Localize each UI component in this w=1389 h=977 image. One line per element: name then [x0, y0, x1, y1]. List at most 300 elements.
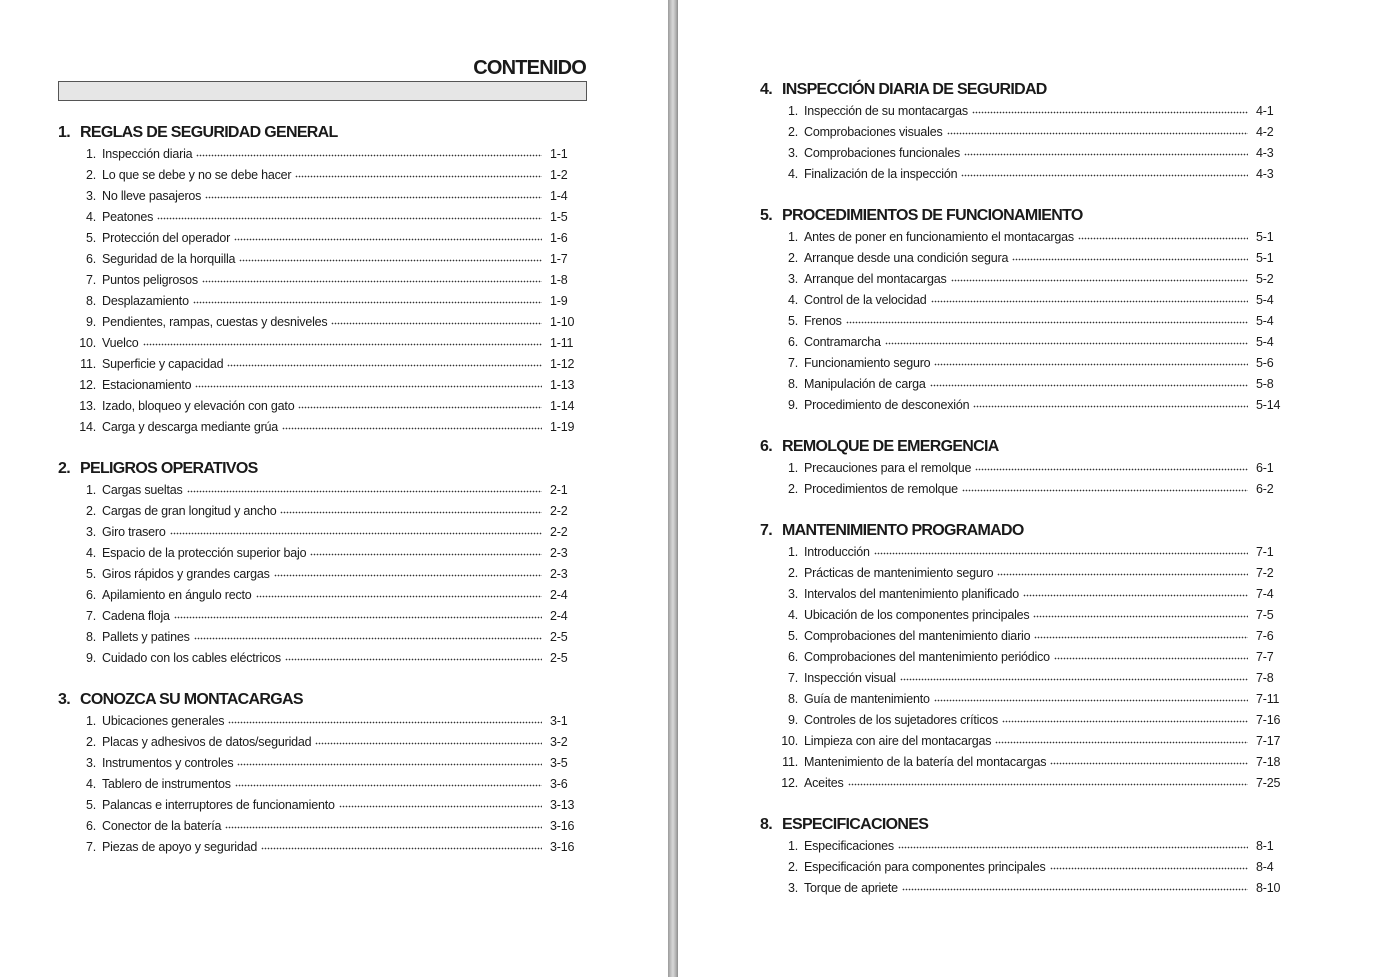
entry-page-number: 5-4: [1256, 293, 1274, 307]
entry-body: [102, 711, 546, 732]
entry-number: 10.: [781, 734, 798, 748]
toc-entry[interactable]: [58, 648, 580, 669]
entry-title: Izado, bloqueo y elevación con gato: [102, 399, 295, 413]
entry-page-number: 1-4: [550, 189, 568, 203]
dot-leader: [282, 419, 542, 431]
entry-title: Conector de la batería: [102, 819, 222, 833]
entry-list: [760, 458, 1286, 500]
entry-title: Cadena floja: [102, 609, 170, 623]
entry-page-number: 7-11: [1256, 692, 1280, 706]
dot-leader: [235, 776, 542, 788]
toc-entry[interactable]: [58, 354, 580, 375]
entry-number: 5.: [787, 314, 798, 328]
entry-number: 2.: [787, 482, 798, 496]
section-title: ESPECIFICACIONES: [782, 816, 929, 833]
entry-page-number: 1-9: [550, 294, 568, 308]
entry-number: 7.: [85, 273, 96, 287]
entry-page-number: 2-2: [550, 525, 568, 539]
entry-number: 11.: [782, 755, 798, 769]
entry-title: No lleve pasajeros: [102, 189, 202, 203]
entry-title: Giros rápidos y grandes cargas: [102, 567, 270, 581]
entry-number: 4.: [85, 546, 96, 560]
entry-number: 12.: [79, 378, 96, 392]
entry-title: Protección del operador: [102, 231, 231, 245]
entry-number: 10.: [79, 336, 96, 350]
dot-leader: [997, 565, 1248, 577]
toc-entry[interactable]: [58, 417, 580, 438]
entry-page-number: 1-12: [550, 357, 575, 371]
entry-body: [804, 164, 1252, 185]
dot-leader: [846, 313, 1248, 325]
entry-body: [804, 101, 1252, 122]
toc-entry[interactable]: [58, 396, 580, 417]
toc-entry[interactable]: [58, 165, 580, 186]
entry-body: [102, 837, 546, 858]
dot-leader: [898, 838, 1248, 850]
toc-entry[interactable]: [58, 795, 580, 816]
entry-body: [804, 458, 1252, 479]
entry-number: 3.: [787, 881, 798, 895]
entry-body: [102, 564, 546, 585]
toc-entry[interactable]: [58, 270, 580, 291]
entry-number: 2.: [787, 860, 798, 874]
dot-leader: [902, 880, 1248, 892]
toc-entry[interactable]: [58, 543, 580, 564]
entry-body: [804, 248, 1252, 269]
entry-number: 4.: [787, 608, 798, 622]
dot-leader: [1078, 229, 1248, 241]
toc-entry[interactable]: [58, 732, 580, 753]
dot-leader: [1033, 607, 1248, 619]
entry-page-number: 8-10: [1256, 881, 1281, 895]
entry-page-number: 4-3: [1256, 146, 1274, 160]
entry-title: Instrumentos y controles: [102, 756, 234, 770]
dot-leader: [339, 797, 542, 809]
toc-entry[interactable]: [58, 774, 580, 795]
dot-leader: [225, 818, 542, 830]
entry-number: 9.: [85, 315, 96, 329]
entry-number: 9.: [787, 398, 798, 412]
dot-leader: [1050, 859, 1248, 871]
entry-page-number: 4-2: [1256, 125, 1274, 139]
entry-number: 1.: [85, 147, 96, 161]
entry-body: [102, 165, 546, 186]
section-title: PROCEDIMIENTOS DE FUNCIONAMIENTO: [782, 207, 1083, 224]
entry-number: 6.: [85, 819, 96, 833]
entry-title: Espacio de la protección superior bajo: [102, 546, 307, 560]
entry-title: Torque de apriete: [804, 881, 898, 895]
entry-title: Cargas sueltas: [102, 483, 183, 497]
toc-entry[interactable]: [760, 878, 1286, 899]
dot-leader: [973, 397, 1248, 409]
entry-number: 12.: [781, 776, 798, 790]
entry-body: [102, 144, 546, 165]
entry-title: Inspección visual: [804, 671, 896, 685]
entry-title: Arranque desde una condición segura: [804, 251, 1009, 265]
dot-leader: [202, 272, 542, 284]
entry-body: [804, 374, 1252, 395]
entry-number: 2.: [787, 125, 798, 139]
entry-page-number: 2-4: [550, 588, 568, 602]
entry-body: [804, 542, 1252, 563]
section-title: INSPECCIÓN DIARIA DE SEGURIDAD: [782, 81, 1047, 98]
toc-entry[interactable]: [760, 710, 1286, 731]
toc-entry[interactable]: [760, 122, 1286, 143]
entry-title: Superficie y capacidad: [102, 357, 224, 371]
toc-entry[interactable]: [760, 563, 1286, 584]
entry-number: 7.: [85, 609, 96, 623]
dot-leader: [205, 188, 542, 200]
toc-entry[interactable]: [760, 584, 1286, 605]
entry-number: 2.: [787, 566, 798, 580]
toc-entry[interactable]: [760, 164, 1286, 185]
toc-entry[interactable]: [760, 647, 1286, 668]
entry-title: Pendientes, rampas, cuestas y desniveles: [102, 315, 328, 329]
toc-entry[interactable]: [760, 731, 1286, 752]
toc-entry[interactable]: [760, 542, 1286, 563]
toc-entry[interactable]: [58, 711, 580, 732]
toc-entry[interactable]: [58, 585, 580, 606]
toc-section: [760, 436, 1286, 500]
entry-number: 5.: [85, 231, 96, 245]
dot-leader: [1034, 628, 1248, 640]
entry-body: [102, 816, 546, 837]
toc-entry[interactable]: [760, 143, 1286, 164]
toc-entry[interactable]: [760, 269, 1286, 290]
toc-entry[interactable]: [760, 836, 1286, 857]
entry-title: Comprobaciones del mantenimiento periódico: [804, 650, 1050, 664]
entry-title: Comprobaciones visuales: [804, 125, 943, 139]
entry-body: [102, 291, 546, 312]
entry-body: [102, 249, 546, 270]
entry-title: Cuidado con los cables eléctricos: [102, 651, 281, 665]
entry-body: [102, 186, 546, 207]
toc-entry[interactable]: [760, 395, 1286, 416]
toc-entry[interactable]: [58, 186, 580, 207]
entry-title: Apilamiento en ángulo recto: [102, 588, 252, 602]
entry-title: Guía de mantenimiento: [804, 692, 930, 706]
dot-leader: [900, 670, 1248, 682]
toc-entry[interactable]: [58, 312, 580, 333]
entry-number: 3.: [787, 146, 798, 160]
entry-title: Especificaciones: [804, 839, 894, 853]
section-number: 5.: [760, 207, 772, 224]
toc-section: [760, 814, 1286, 899]
entry-page-number: 1-10: [550, 315, 575, 329]
dot-leader: [143, 335, 542, 347]
entry-body: [804, 563, 1252, 584]
toc-section: [58, 689, 580, 858]
entry-page-number: 1-8: [550, 273, 568, 287]
toc-entry[interactable]: [760, 752, 1286, 773]
entry-page-number: 1-5: [550, 210, 568, 224]
entry-body: [804, 689, 1252, 710]
entry-number: 5.: [85, 798, 96, 812]
toc-entry[interactable]: [58, 522, 580, 543]
toc-entry[interactable]: [58, 333, 580, 354]
dot-leader: [196, 146, 542, 158]
toc-entry[interactable]: [760, 605, 1286, 626]
entry-page-number: 5-6: [1256, 356, 1274, 370]
dot-leader: [234, 230, 542, 242]
entry-body: [804, 143, 1252, 164]
entry-body: [804, 584, 1252, 605]
entry-number: 1.: [787, 839, 798, 853]
toc-entry[interactable]: [58, 375, 580, 396]
section-number: 7.: [760, 522, 772, 539]
entry-title: Limpieza con aire del montacargas: [804, 734, 992, 748]
entry-body: [102, 648, 546, 669]
entry-page-number: 7-1: [1256, 545, 1274, 559]
section-title: REGLAS DE SEGURIDAD GENERAL: [80, 124, 338, 141]
dot-leader: [951, 271, 1248, 283]
entry-title: Inspección diaria: [102, 147, 193, 161]
dot-leader: [331, 314, 542, 326]
dot-leader: [170, 524, 542, 536]
toc-entry[interactable]: [760, 773, 1286, 794]
toc-entry[interactable]: [760, 311, 1286, 332]
entry-number: 6.: [787, 335, 798, 349]
entry-title: Control de la velocidad: [804, 293, 927, 307]
entry-body: [804, 647, 1252, 668]
entry-page-number: 3-6: [550, 777, 568, 791]
toc-entry[interactable]: [58, 144, 580, 165]
dot-leader: [285, 650, 542, 662]
section-heading: [760, 520, 1286, 542]
dot-leader: [256, 587, 542, 599]
entry-number: 5.: [85, 567, 96, 581]
entry-title: Prácticas de mantenimiento seguro: [804, 566, 994, 580]
entry-page-number: 3-13: [550, 798, 575, 812]
entry-body: [804, 479, 1252, 500]
toc-entry[interactable]: [58, 480, 580, 501]
entry-body: [804, 311, 1252, 332]
entry-body: [102, 522, 546, 543]
entry-number: 1.: [787, 104, 798, 118]
dot-leader: [874, 544, 1248, 556]
entry-body: [804, 836, 1252, 857]
entry-body: [102, 627, 546, 648]
toc-entry[interactable]: [58, 837, 580, 858]
document-title: CONTENIDO: [473, 57, 586, 79]
toc-entry[interactable]: [760, 353, 1286, 374]
toc-entry[interactable]: [58, 606, 580, 627]
toc-entry[interactable]: [760, 227, 1286, 248]
section-title: PELIGROS OPERATIVOS: [80, 460, 258, 477]
dot-leader: [972, 103, 1248, 115]
entry-number: 4.: [85, 210, 96, 224]
dot-leader: [261, 839, 542, 851]
entry-body: [804, 668, 1252, 689]
entry-body: [804, 290, 1252, 311]
dot-leader: [885, 334, 1248, 346]
dot-leader: [975, 460, 1248, 472]
dot-leader: [931, 292, 1248, 304]
entry-number: 14.: [79, 420, 96, 434]
toc-entry[interactable]: [760, 668, 1286, 689]
entry-page-number: 7-7: [1256, 650, 1274, 664]
entry-title: Procedimiento de desconexión: [804, 398, 970, 412]
toc-section: [760, 79, 1286, 185]
entry-body: [102, 228, 546, 249]
dot-leader: [280, 503, 542, 515]
entry-number: 3.: [85, 756, 96, 770]
section-heading: [760, 436, 1286, 458]
entry-title: Mantenimiento de la batería del montacargas: [804, 755, 1047, 769]
toc-entry[interactable]: [760, 290, 1286, 311]
dot-leader: [1023, 586, 1248, 598]
toc-entry[interactable]: [58, 207, 580, 228]
toc-entry[interactable]: [760, 248, 1286, 269]
entry-page-number: 1-11: [550, 336, 574, 350]
toc-entry[interactable]: [58, 564, 580, 585]
entry-body: [102, 417, 546, 438]
entry-page-number: 5-1: [1256, 251, 1274, 265]
entry-body: [102, 396, 546, 417]
section-title: MANTENIMIENTO PROGRAMADO: [782, 522, 1024, 539]
entry-title: Lo que se debe y no se debe hacer: [102, 168, 292, 182]
toc-entry[interactable]: [760, 689, 1286, 710]
section-title: CONOZCA SU MONTACARGAS: [80, 691, 303, 708]
entry-title: Cargas de gran longitud y ancho: [102, 504, 277, 518]
entry-body: [102, 312, 546, 333]
entry-title: Frenos: [804, 314, 842, 328]
entry-number: 7.: [787, 671, 798, 685]
dot-leader: [934, 691, 1248, 703]
dot-leader: [193, 293, 542, 305]
toc-entry[interactable]: [58, 816, 580, 837]
toc-entry[interactable]: [760, 332, 1286, 353]
dot-leader: [228, 713, 542, 725]
entry-number: 8.: [85, 630, 96, 644]
entry-title: Arranque del montacargas: [804, 272, 947, 286]
right-page: [678, 0, 1389, 977]
section-heading: [760, 814, 1286, 836]
entry-title: Palancas e interruptores de funcionamiento: [102, 798, 335, 812]
entry-page-number: 5-14: [1256, 398, 1281, 412]
toc-entry[interactable]: [58, 627, 580, 648]
toc-section: [58, 458, 580, 669]
dot-leader: [848, 775, 1248, 787]
entry-page-number: 3-1: [550, 714, 568, 728]
entry-number: 1.: [85, 483, 96, 497]
entry-title: Puntos peligrosos: [102, 273, 198, 287]
entry-page-number: 7-25: [1256, 776, 1281, 790]
entry-body: [102, 732, 546, 753]
entry-number: 6.: [85, 252, 96, 266]
entry-title: Funcionamiento seguro: [804, 356, 931, 370]
entry-number: 7.: [787, 356, 798, 370]
toc-section: [760, 520, 1286, 794]
entry-number: 6.: [787, 650, 798, 664]
section-heading: [58, 122, 580, 144]
entry-page-number: 8-4: [1256, 860, 1274, 874]
entry-number: 3.: [787, 587, 798, 601]
entry-list: [760, 101, 1286, 185]
section-number: 1.: [58, 124, 70, 141]
section-heading: [58, 458, 580, 480]
entry-title: Antes de poner en funcionamiento el montacargas: [804, 230, 1074, 244]
toc-entry[interactable]: [760, 857, 1286, 878]
entry-number: 5.: [787, 629, 798, 643]
entry-title: Ubicaciones generales: [102, 714, 225, 728]
entry-body: [102, 354, 546, 375]
toc-entry[interactable]: [760, 479, 1286, 500]
entry-body: [804, 269, 1252, 290]
toc-entry[interactable]: [760, 626, 1286, 647]
entry-body: [102, 753, 546, 774]
section-number: 3.: [58, 691, 70, 708]
toc-entry[interactable]: [58, 291, 580, 312]
dot-leader: [962, 481, 1248, 493]
entry-page-number: 5-8: [1256, 377, 1274, 391]
entry-page-number: 3-2: [550, 735, 568, 749]
entry-title: Controles de los sujetadores críticos: [804, 713, 999, 727]
entry-body: [804, 752, 1252, 773]
entry-page-number: 3-5: [550, 756, 568, 770]
entry-number: 11.: [80, 357, 96, 371]
entry-body: [102, 774, 546, 795]
entry-body: [804, 227, 1252, 248]
toc-entry[interactable]: [58, 228, 580, 249]
entry-number: 1.: [787, 545, 798, 559]
entry-body: [102, 333, 546, 354]
entry-number: 4.: [787, 293, 798, 307]
entry-page-number: 5-2: [1256, 272, 1274, 286]
dot-leader: [194, 629, 542, 641]
section-number: 6.: [760, 438, 772, 455]
toc-entry[interactable]: [760, 458, 1286, 479]
entry-body: [102, 480, 546, 501]
left-page: [0, 0, 668, 977]
entry-page-number: 7-6: [1256, 629, 1274, 643]
entry-body: [804, 731, 1252, 752]
entry-number: 9.: [85, 651, 96, 665]
entry-page-number: 1-6: [550, 231, 568, 245]
entry-number: 7.: [85, 840, 96, 854]
title-rule-bar: [58, 81, 587, 101]
entry-body: [102, 501, 546, 522]
dot-leader: [157, 209, 542, 221]
dot-leader: [237, 755, 542, 767]
toc-entry[interactable]: [760, 101, 1286, 122]
toc-entry[interactable]: [58, 501, 580, 522]
entry-title: Introducción: [804, 545, 870, 559]
entry-number: 9.: [787, 713, 798, 727]
entry-page-number: 4-3: [1256, 167, 1274, 181]
dot-leader: [1002, 712, 1248, 724]
dot-leader: [298, 398, 542, 410]
entry-page-number: 7-2: [1256, 566, 1274, 580]
page-gutter: [668, 0, 678, 977]
toc-entry[interactable]: [58, 753, 580, 774]
entry-body: [804, 353, 1252, 374]
entry-page-number: 2-3: [550, 567, 568, 581]
entry-title: Carga y descarga mediante grúa: [102, 420, 279, 434]
entry-page-number: 7-8: [1256, 671, 1274, 685]
entry-body: [804, 626, 1252, 647]
section-heading: [58, 689, 580, 711]
entry-page-number: 1-2: [550, 168, 568, 182]
entry-title: Piezas de apoyo y seguridad: [102, 840, 258, 854]
section-heading: [760, 205, 1286, 227]
entry-list: [58, 711, 580, 858]
toc-entry[interactable]: [760, 374, 1286, 395]
dot-leader: [310, 545, 542, 557]
dot-leader: [1050, 754, 1248, 766]
toc-entry[interactable]: [58, 249, 580, 270]
entry-title: Giro trasero: [102, 525, 166, 539]
